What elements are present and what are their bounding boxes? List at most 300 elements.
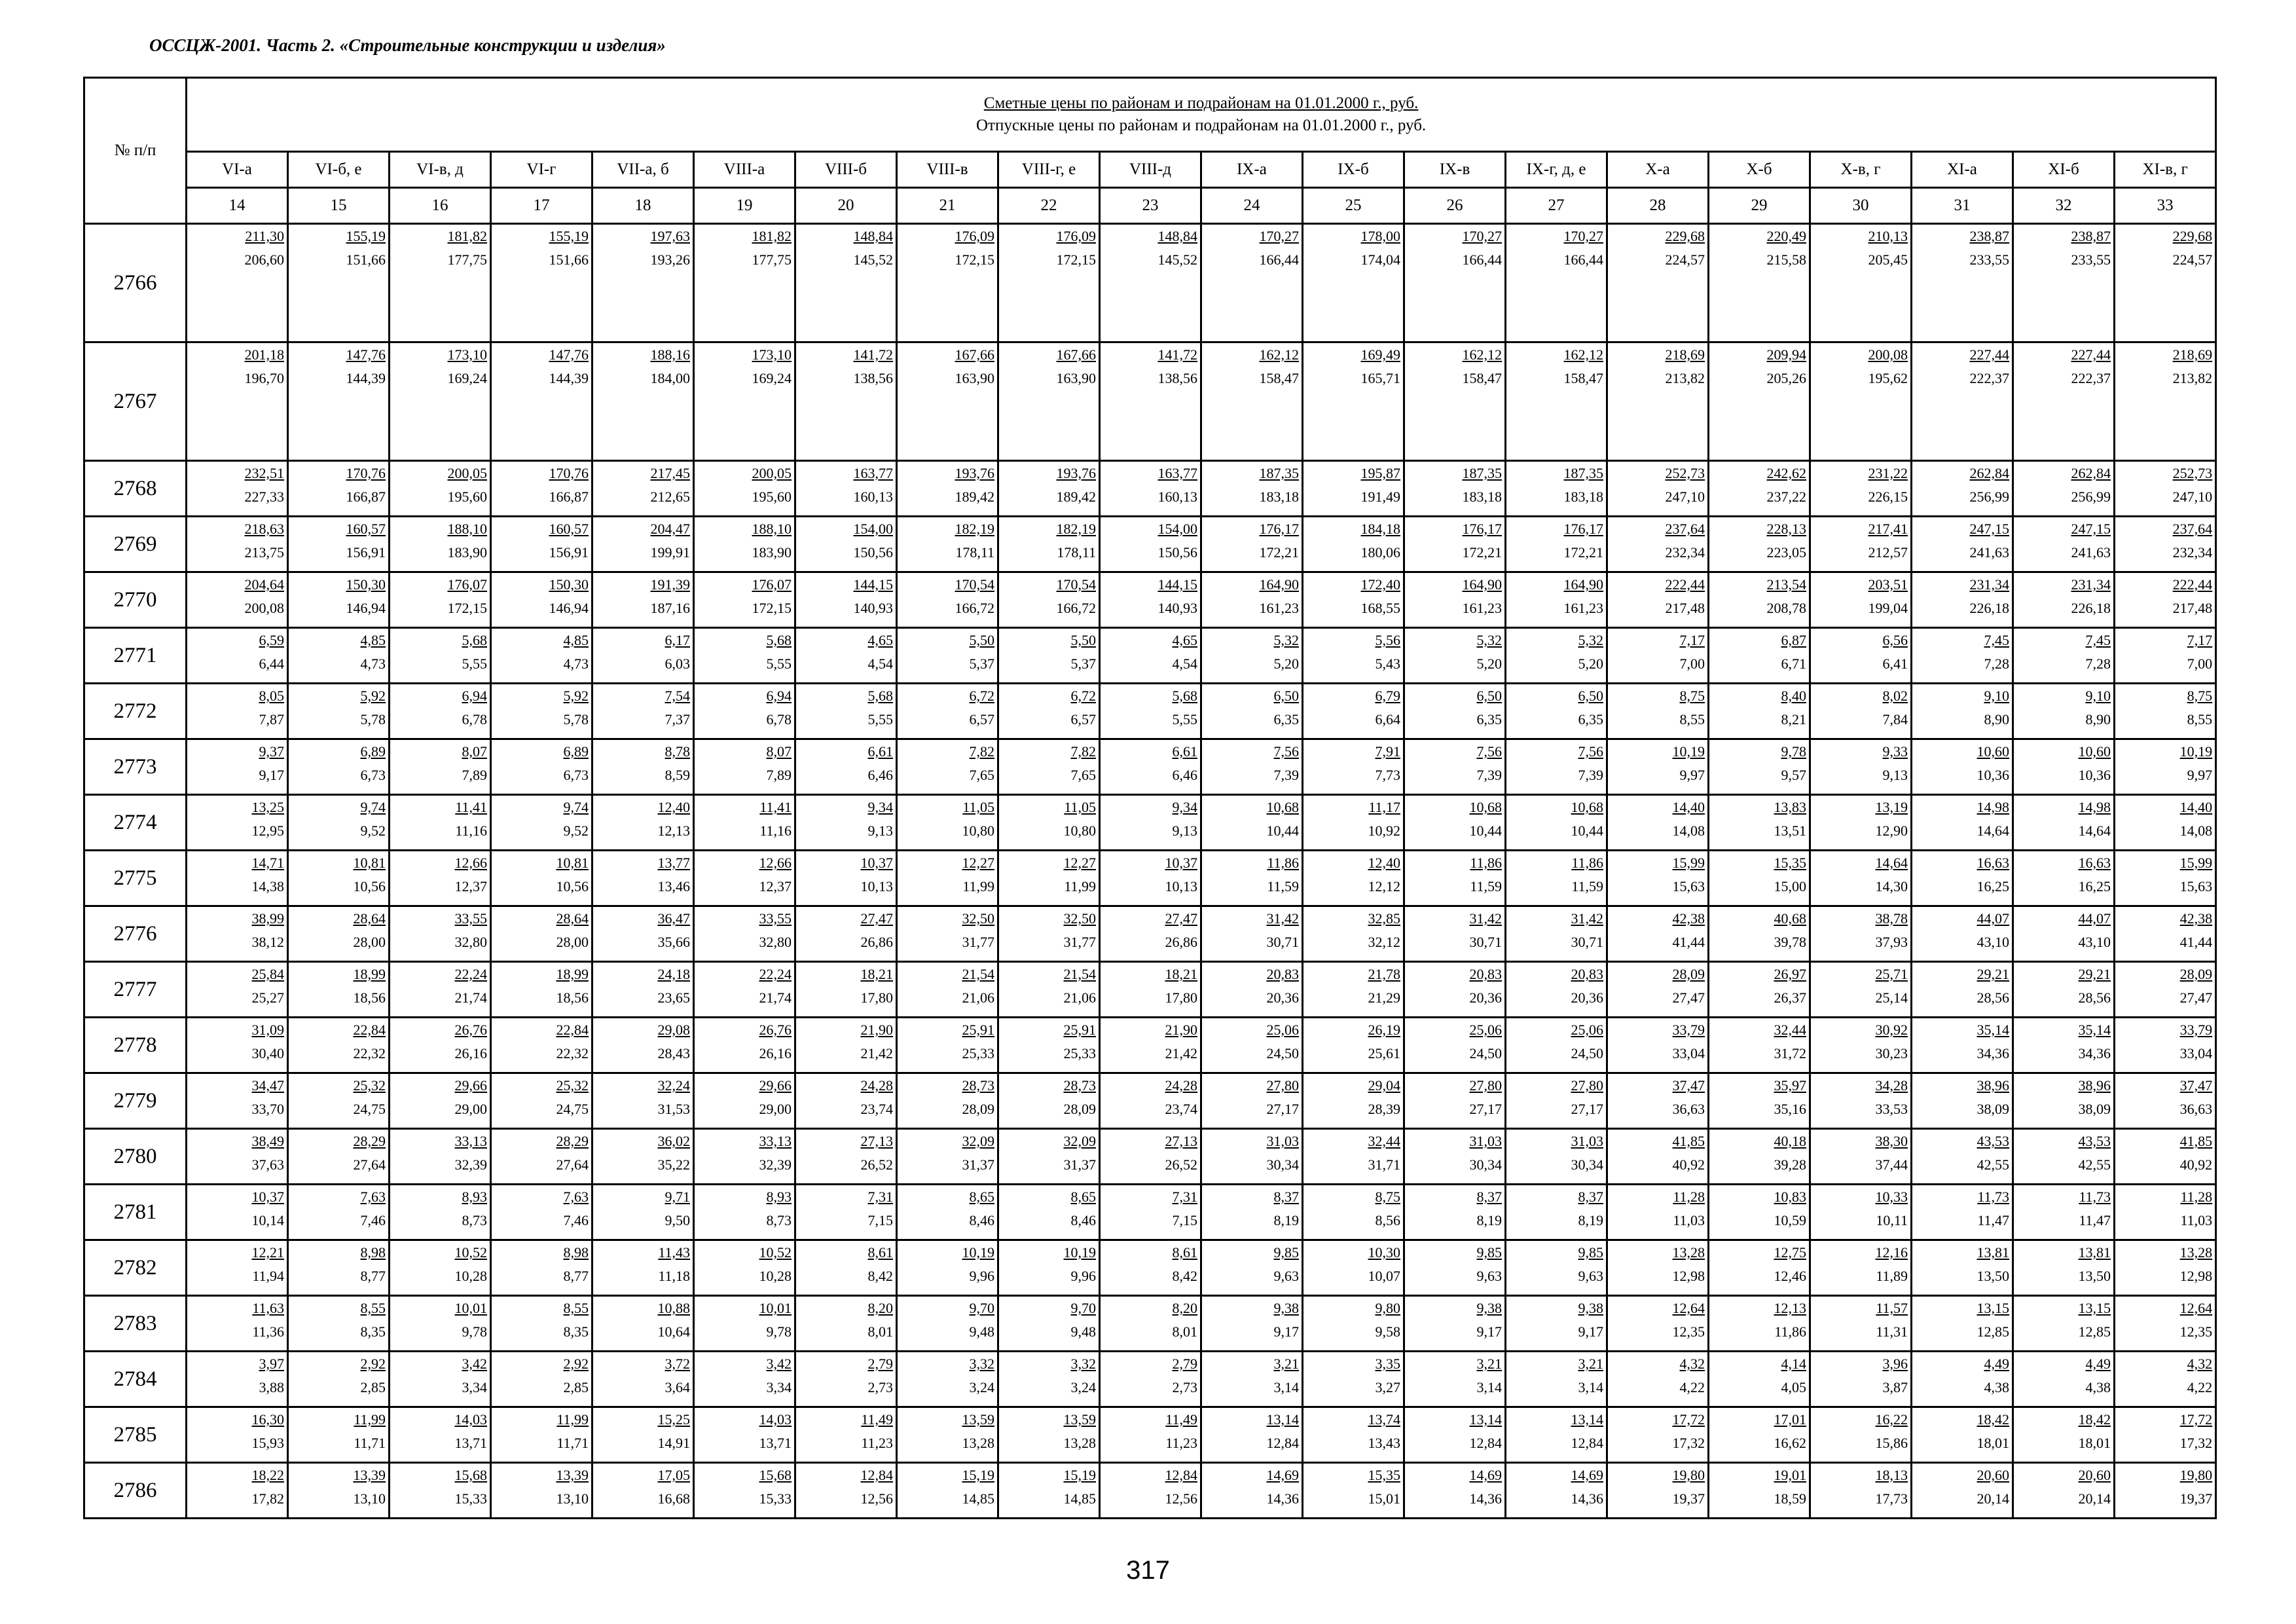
release-price: 9,96 bbox=[1070, 1268, 1096, 1284]
price-cell bbox=[1709, 1240, 1810, 1296]
estimate-price: 9,34 bbox=[867, 799, 893, 815]
release-price: 39,28 bbox=[1774, 1156, 1806, 1173]
release-price: 20,14 bbox=[2078, 1490, 2111, 1507]
release-price: 199,91 bbox=[650, 544, 690, 561]
caption-estimate-prices: Сметные цены по районам и подрайонам на 01.01.2000 г., руб. bbox=[983, 94, 1419, 112]
price-cell bbox=[1810, 1240, 1912, 1296]
row-number: 2776 bbox=[84, 906, 187, 962]
estimate-price: 32,09 bbox=[962, 1133, 994, 1149]
price-cell bbox=[2013, 851, 2115, 906]
release-price: 213,82 bbox=[2172, 370, 2213, 386]
estimate-price: 252,73 bbox=[1665, 465, 1705, 481]
estimate-price: 238,87 bbox=[1969, 228, 2009, 244]
price-cell bbox=[1100, 906, 1201, 962]
price-cell bbox=[694, 1018, 795, 1073]
release-price: 4,38 bbox=[1984, 1379, 2009, 1395]
column-index: 32 bbox=[2013, 188, 2115, 224]
release-price: 13,43 bbox=[1368, 1435, 1400, 1451]
price-cell bbox=[491, 1296, 592, 1352]
price-cell bbox=[1303, 906, 1404, 962]
release-price: 29,00 bbox=[454, 1101, 487, 1117]
price-cell bbox=[2115, 572, 2216, 628]
price-cell bbox=[187, 517, 288, 572]
price-cell bbox=[2115, 906, 2216, 962]
release-price: 28,09 bbox=[962, 1101, 994, 1117]
estimate-price: 5,68 bbox=[867, 688, 893, 704]
release-price: 31,53 bbox=[657, 1101, 690, 1117]
estimate-price: 203,51 bbox=[1868, 576, 1908, 593]
release-price: 12,13 bbox=[657, 822, 690, 839]
price-cell bbox=[2115, 1296, 2216, 1352]
release-price: 26,37 bbox=[1774, 989, 1806, 1006]
release-price: 156,91 bbox=[346, 544, 386, 561]
price-cell bbox=[1506, 1296, 1607, 1352]
price-cell bbox=[592, 1129, 694, 1185]
price-cell bbox=[1303, 739, 1404, 795]
price-cell bbox=[2013, 1296, 2115, 1352]
release-price: 11,99 bbox=[1064, 878, 1096, 895]
release-price: 9,78 bbox=[462, 1323, 487, 1340]
release-price: 11,89 bbox=[1876, 1268, 1908, 1284]
release-price: 23,74 bbox=[860, 1101, 893, 1117]
release-price: 191,49 bbox=[1360, 489, 1400, 505]
row-number: 2766 bbox=[84, 224, 187, 342]
release-price: 27,17 bbox=[1469, 1101, 1502, 1117]
release-price: 24,75 bbox=[353, 1101, 386, 1117]
price-cell bbox=[1404, 224, 1506, 342]
row-number: 2774 bbox=[84, 795, 187, 851]
estimate-price: 8,61 bbox=[867, 1244, 893, 1261]
price-cell bbox=[1810, 1352, 1912, 1407]
estimate-price: 15,99 bbox=[2179, 855, 2213, 871]
estimate-price: 25,06 bbox=[1571, 1022, 1603, 1038]
column-index: 24 bbox=[1201, 188, 1303, 224]
release-price: 5,20 bbox=[1273, 655, 1299, 672]
release-price: 172,21 bbox=[1462, 544, 1502, 561]
estimate-price: 200,05 bbox=[447, 465, 487, 481]
estimate-price: 155,19 bbox=[549, 228, 589, 244]
estimate-price: 164,90 bbox=[1259, 576, 1299, 593]
estimate-price: 31,42 bbox=[1469, 910, 1502, 927]
estimate-price: 22,84 bbox=[353, 1022, 386, 1038]
price-cell bbox=[1506, 795, 1607, 851]
estimate-price: 35,14 bbox=[2078, 1022, 2111, 1038]
estimate-price: 15,68 bbox=[454, 1467, 487, 1483]
price-cell bbox=[694, 1240, 795, 1296]
price-cell bbox=[2013, 224, 2115, 342]
estimate-price: 6,79 bbox=[1375, 688, 1400, 704]
release-price: 140,93 bbox=[1157, 600, 1197, 616]
estimate-price: 6,87 bbox=[1781, 632, 1806, 648]
price-cell bbox=[998, 342, 1100, 461]
release-price: 161,23 bbox=[1462, 600, 1502, 616]
table-row bbox=[84, 628, 2216, 684]
estimate-price: 209,94 bbox=[1766, 346, 1806, 363]
row-number: 2784 bbox=[84, 1352, 187, 1407]
price-cell bbox=[1912, 1352, 2013, 1407]
estimate-price: 231,34 bbox=[2071, 576, 2111, 593]
price-cell bbox=[1810, 1463, 1912, 1519]
price-cell bbox=[694, 739, 795, 795]
release-price: 15,93 bbox=[251, 1435, 284, 1451]
release-price: 10,13 bbox=[860, 878, 893, 895]
price-cell bbox=[998, 224, 1100, 342]
estimate-price: 11,57 bbox=[1876, 1300, 1908, 1316]
estimate-price: 6,50 bbox=[1578, 688, 1603, 704]
price-cell bbox=[694, 962, 795, 1018]
estimate-price: 13,39 bbox=[353, 1467, 386, 1483]
column-index-row bbox=[84, 188, 2216, 224]
estimate-price: 8,37 bbox=[1273, 1189, 1299, 1205]
estimate-price: 144,15 bbox=[1157, 576, 1197, 593]
estimate-price: 2,92 bbox=[563, 1356, 589, 1372]
region-header: IX-а bbox=[1201, 152, 1303, 188]
release-price: 38,12 bbox=[251, 934, 284, 950]
row-number: 2769 bbox=[84, 517, 187, 572]
price-cell bbox=[1506, 1018, 1607, 1073]
price-cell bbox=[998, 684, 1100, 739]
price-cell bbox=[1404, 517, 1506, 572]
price-cell bbox=[390, 906, 491, 962]
estimate-price: 9,38 bbox=[1273, 1300, 1299, 1316]
price-cell bbox=[491, 739, 592, 795]
estimate-price: 150,30 bbox=[346, 576, 386, 593]
price-cell bbox=[998, 1407, 1100, 1463]
estimate-price: 160,57 bbox=[346, 521, 386, 537]
estimate-price: 148,84 bbox=[853, 228, 893, 244]
price-cell bbox=[1303, 1240, 1404, 1296]
release-price: 8,19 bbox=[1273, 1212, 1299, 1228]
estimate-price: 25,06 bbox=[1266, 1022, 1299, 1038]
price-cell bbox=[998, 1129, 1100, 1185]
price-cell bbox=[592, 342, 694, 461]
price-cell bbox=[1810, 342, 1912, 461]
price-cell bbox=[1404, 739, 1506, 795]
price-cell bbox=[390, 1129, 491, 1185]
price-cell bbox=[592, 1018, 694, 1073]
estimate-price: 28,29 bbox=[556, 1133, 589, 1149]
release-price: 21,29 bbox=[1368, 989, 1400, 1006]
release-price: 166,72 bbox=[955, 600, 994, 616]
estimate-price: 5,32 bbox=[1273, 632, 1299, 648]
price-cell bbox=[694, 906, 795, 962]
price-cell bbox=[1506, 1352, 1607, 1407]
price-cell bbox=[2013, 684, 2115, 739]
estimate-price: 218,69 bbox=[2172, 346, 2213, 363]
estimate-price: 187,35 bbox=[1563, 465, 1603, 481]
estimate-price: 10,52 bbox=[454, 1244, 487, 1261]
estimate-price: 10,60 bbox=[1977, 743, 2009, 760]
release-price: 9,96 bbox=[969, 1268, 994, 1284]
price-cell bbox=[694, 1073, 795, 1129]
row-number: 2768 bbox=[84, 461, 187, 517]
price-cell bbox=[390, 517, 491, 572]
estimate-price: 3,42 bbox=[766, 1356, 792, 1372]
price-cell bbox=[2115, 628, 2216, 684]
release-price: 10,14 bbox=[251, 1212, 284, 1228]
price-cell bbox=[998, 906, 1100, 962]
estimate-price: 181,82 bbox=[752, 228, 792, 244]
estimate-price: 37,47 bbox=[1672, 1077, 1705, 1094]
release-price: 172,15 bbox=[752, 600, 792, 616]
estimate-price: 3,35 bbox=[1375, 1356, 1400, 1372]
estimate-price: 34,28 bbox=[1875, 1077, 1908, 1094]
estimate-price: 20,60 bbox=[2078, 1467, 2111, 1483]
estimate-price: 13,81 bbox=[1977, 1244, 2009, 1261]
release-price: 31,37 bbox=[962, 1156, 994, 1173]
release-price: 9,48 bbox=[969, 1323, 994, 1340]
price-cell bbox=[1201, 572, 1303, 628]
release-price: 3,14 bbox=[1476, 1379, 1502, 1395]
price-cell bbox=[1506, 906, 1607, 962]
price-cell bbox=[390, 795, 491, 851]
row-number: 2780 bbox=[84, 1129, 187, 1185]
release-price: 19,37 bbox=[1672, 1490, 1705, 1507]
price-cell bbox=[1912, 517, 2013, 572]
price-cell bbox=[2013, 461, 2115, 517]
estimate-price: 14,69 bbox=[1469, 1467, 1502, 1483]
release-price: 30,71 bbox=[1571, 934, 1603, 950]
price-cell bbox=[694, 342, 795, 461]
estimate-price: 222,44 bbox=[1665, 576, 1705, 593]
release-price: 26,16 bbox=[454, 1045, 487, 1061]
release-price: 15,63 bbox=[1672, 878, 1705, 895]
release-price: 14,36 bbox=[1571, 1490, 1603, 1507]
estimate-price: 12,21 bbox=[251, 1244, 284, 1261]
price-cell bbox=[1100, 739, 1201, 795]
release-price: 9,13 bbox=[1882, 767, 1908, 783]
release-price: 43,10 bbox=[1977, 934, 2009, 950]
release-price: 145,52 bbox=[853, 251, 893, 268]
release-price: 11,36 bbox=[252, 1323, 284, 1340]
release-price: 37,63 bbox=[251, 1156, 284, 1173]
price-cell bbox=[1100, 572, 1201, 628]
price-cell bbox=[2115, 224, 2216, 342]
price-cell bbox=[795, 1018, 897, 1073]
estimate-price: 36,02 bbox=[657, 1133, 690, 1149]
price-cell bbox=[2115, 1185, 2216, 1240]
price-cell bbox=[592, 1296, 694, 1352]
release-price: 14,64 bbox=[2078, 822, 2111, 839]
price-cell bbox=[390, 1185, 491, 1240]
estimate-price: 43,53 bbox=[1977, 1133, 2009, 1149]
release-price: 6,41 bbox=[1882, 655, 1908, 672]
estimate-price: 8,40 bbox=[1781, 688, 1806, 704]
estimate-price: 8,55 bbox=[563, 1300, 589, 1316]
estimate-price: 31,03 bbox=[1266, 1133, 1299, 1149]
estimate-price: 29,21 bbox=[1977, 966, 2009, 982]
estimate-price: 231,34 bbox=[1969, 576, 2009, 593]
release-price: 39,78 bbox=[1774, 934, 1806, 950]
estimate-price: 7,17 bbox=[1679, 632, 1705, 648]
estimate-price: 14,03 bbox=[454, 1411, 487, 1428]
release-price: 18,01 bbox=[2078, 1435, 2111, 1451]
price-cell bbox=[1506, 461, 1607, 517]
release-price: 11,16 bbox=[759, 822, 792, 839]
release-price: 10,13 bbox=[1165, 878, 1197, 895]
release-price: 6,44 bbox=[259, 655, 284, 672]
price-cell bbox=[1709, 1352, 1810, 1407]
release-price: 183,90 bbox=[752, 544, 792, 561]
release-price: 18,56 bbox=[556, 989, 589, 1006]
price-cell bbox=[2115, 1073, 2216, 1129]
price-cell bbox=[1100, 1463, 1201, 1519]
price-cell bbox=[1303, 1185, 1404, 1240]
release-price: 183,18 bbox=[1563, 489, 1603, 505]
release-price: 6,78 bbox=[766, 711, 792, 728]
price-cell bbox=[491, 1352, 592, 1407]
estimate-price: 12,27 bbox=[962, 855, 994, 871]
release-price: 160,13 bbox=[1157, 489, 1197, 505]
release-price: 140,93 bbox=[853, 600, 893, 616]
region-header: VIII-а bbox=[694, 152, 795, 188]
estimate-price: 20,83 bbox=[1469, 966, 1502, 982]
estimate-price: 10,19 bbox=[962, 1244, 994, 1261]
estimate-price: 8,37 bbox=[1578, 1189, 1603, 1205]
estimate-price: 217,41 bbox=[1868, 521, 1908, 537]
release-price: 247,10 bbox=[1665, 489, 1705, 505]
price-cell bbox=[795, 572, 897, 628]
price-cell bbox=[592, 962, 694, 1018]
price-table bbox=[83, 77, 2217, 1519]
price-cell bbox=[1912, 1407, 2013, 1463]
estimate-price: 9,33 bbox=[1882, 743, 1908, 760]
release-price: 36,63 bbox=[1672, 1101, 1705, 1117]
release-price: 6,64 bbox=[1375, 711, 1400, 728]
release-price: 8,90 bbox=[2085, 711, 2111, 728]
price-cell bbox=[1709, 572, 1810, 628]
page-number: 317 bbox=[1126, 1556, 1170, 1585]
release-price: 2,73 bbox=[867, 1379, 893, 1395]
estimate-price: 8,61 bbox=[1172, 1244, 1197, 1261]
release-price: 217,48 bbox=[2172, 600, 2213, 616]
release-price: 11,03 bbox=[2180, 1212, 2213, 1228]
estimate-price: 9,70 bbox=[969, 1300, 994, 1316]
estimate-price: 10,68 bbox=[1469, 799, 1502, 815]
price-cell bbox=[1912, 795, 2013, 851]
estimate-price: 28,73 bbox=[962, 1077, 994, 1094]
price-cell bbox=[288, 628, 390, 684]
release-price: 18,01 bbox=[1977, 1435, 2009, 1451]
release-price: 12,35 bbox=[1672, 1323, 1705, 1340]
release-price: 21,06 bbox=[1063, 989, 1096, 1006]
release-price: 14,30 bbox=[1875, 878, 1908, 895]
price-cell bbox=[1404, 461, 1506, 517]
price-cell bbox=[288, 517, 390, 572]
price-cell bbox=[1100, 224, 1201, 342]
estimate-price: 167,66 bbox=[955, 346, 994, 363]
estimate-price: 193,76 bbox=[955, 465, 994, 481]
price-cell bbox=[795, 962, 897, 1018]
price-cell bbox=[1201, 739, 1303, 795]
row-number: 2781 bbox=[84, 1185, 187, 1240]
release-price: 8,42 bbox=[1172, 1268, 1197, 1284]
release-price: 11,47 bbox=[1977, 1212, 2009, 1228]
estimate-price: 9,10 bbox=[2085, 688, 2111, 704]
release-price: 6,73 bbox=[563, 767, 589, 783]
row-number: 2778 bbox=[84, 1018, 187, 1073]
price-cell bbox=[592, 572, 694, 628]
price-cell bbox=[1912, 1296, 2013, 1352]
document-header: ОССЦЖ-2001. Часть 2. «Строительные конструкции и изделия» bbox=[149, 35, 666, 55]
price-cell bbox=[187, 1407, 288, 1463]
price-cell bbox=[998, 1463, 1100, 1519]
release-price: 8,01 bbox=[1172, 1323, 1197, 1340]
release-price: 31,71 bbox=[1368, 1156, 1400, 1173]
estimate-price: 5,68 bbox=[766, 632, 792, 648]
price-cell bbox=[897, 1129, 998, 1185]
release-price: 11,94 bbox=[252, 1268, 284, 1284]
price-cell bbox=[592, 906, 694, 962]
release-price: 28,43 bbox=[657, 1045, 690, 1061]
estimate-price: 10,60 bbox=[2078, 743, 2111, 760]
release-price: 10,56 bbox=[353, 878, 386, 895]
price-cell bbox=[592, 517, 694, 572]
price-cell bbox=[1709, 342, 1810, 461]
price-cell bbox=[1404, 1240, 1506, 1296]
region-header: VIII-г, е bbox=[998, 152, 1100, 188]
estimate-price: 213,54 bbox=[1766, 576, 1806, 593]
column-index: 28 bbox=[1607, 188, 1709, 224]
price-cell bbox=[998, 1018, 1100, 1073]
release-price: 5,43 bbox=[1375, 655, 1400, 672]
estimate-price: 11,86 bbox=[1571, 855, 1603, 871]
release-price: 32,39 bbox=[454, 1156, 487, 1173]
price-cell bbox=[288, 795, 390, 851]
release-price: 151,66 bbox=[346, 251, 386, 268]
price-cell bbox=[1709, 224, 1810, 342]
price-cell bbox=[1810, 739, 1912, 795]
release-price: 163,90 bbox=[1056, 370, 1096, 386]
table-row bbox=[84, 1185, 2216, 1240]
price-cell bbox=[998, 1296, 1100, 1352]
release-price: 30,34 bbox=[1571, 1156, 1603, 1173]
region-header: VIII-в bbox=[897, 152, 998, 188]
estimate-price: 7,82 bbox=[1070, 743, 1096, 760]
price-cell bbox=[795, 906, 897, 962]
column-index: 20 bbox=[795, 188, 897, 224]
release-price: 21,74 bbox=[759, 989, 792, 1006]
estimate-price: 12,27 bbox=[1063, 855, 1096, 871]
estimate-price: 38,96 bbox=[2078, 1077, 2111, 1094]
price-cell bbox=[897, 739, 998, 795]
release-price: 9,17 bbox=[1476, 1323, 1502, 1340]
release-price: 26,52 bbox=[1165, 1156, 1197, 1173]
release-price: 4,05 bbox=[1781, 1379, 1806, 1395]
region-header: IX-г, д, е bbox=[1506, 152, 1607, 188]
estimate-price: 16,63 bbox=[2078, 855, 2111, 871]
region-header: VI-в, д bbox=[390, 152, 491, 188]
release-price: 7,65 bbox=[1070, 767, 1096, 783]
release-price: 7,89 bbox=[766, 767, 792, 783]
price-cell bbox=[2013, 1240, 2115, 1296]
price-cell bbox=[288, 1073, 390, 1129]
estimate-price: 6,94 bbox=[766, 688, 792, 704]
price-cell bbox=[1912, 224, 2013, 342]
estimate-price: 144,15 bbox=[853, 576, 893, 593]
estimate-price: 6,61 bbox=[867, 743, 893, 760]
release-price: 11,16 bbox=[455, 822, 487, 839]
price-cell bbox=[897, 851, 998, 906]
estimate-price: 9,70 bbox=[1070, 1300, 1096, 1316]
price-cell bbox=[1303, 1129, 1404, 1185]
release-price: 40,92 bbox=[2179, 1156, 2213, 1173]
estimate-price: 28,29 bbox=[353, 1133, 386, 1149]
release-price: 4,22 bbox=[1679, 1379, 1705, 1395]
estimate-price: 9,37 bbox=[259, 743, 284, 760]
price-cell bbox=[1303, 962, 1404, 1018]
price-cell bbox=[795, 342, 897, 461]
